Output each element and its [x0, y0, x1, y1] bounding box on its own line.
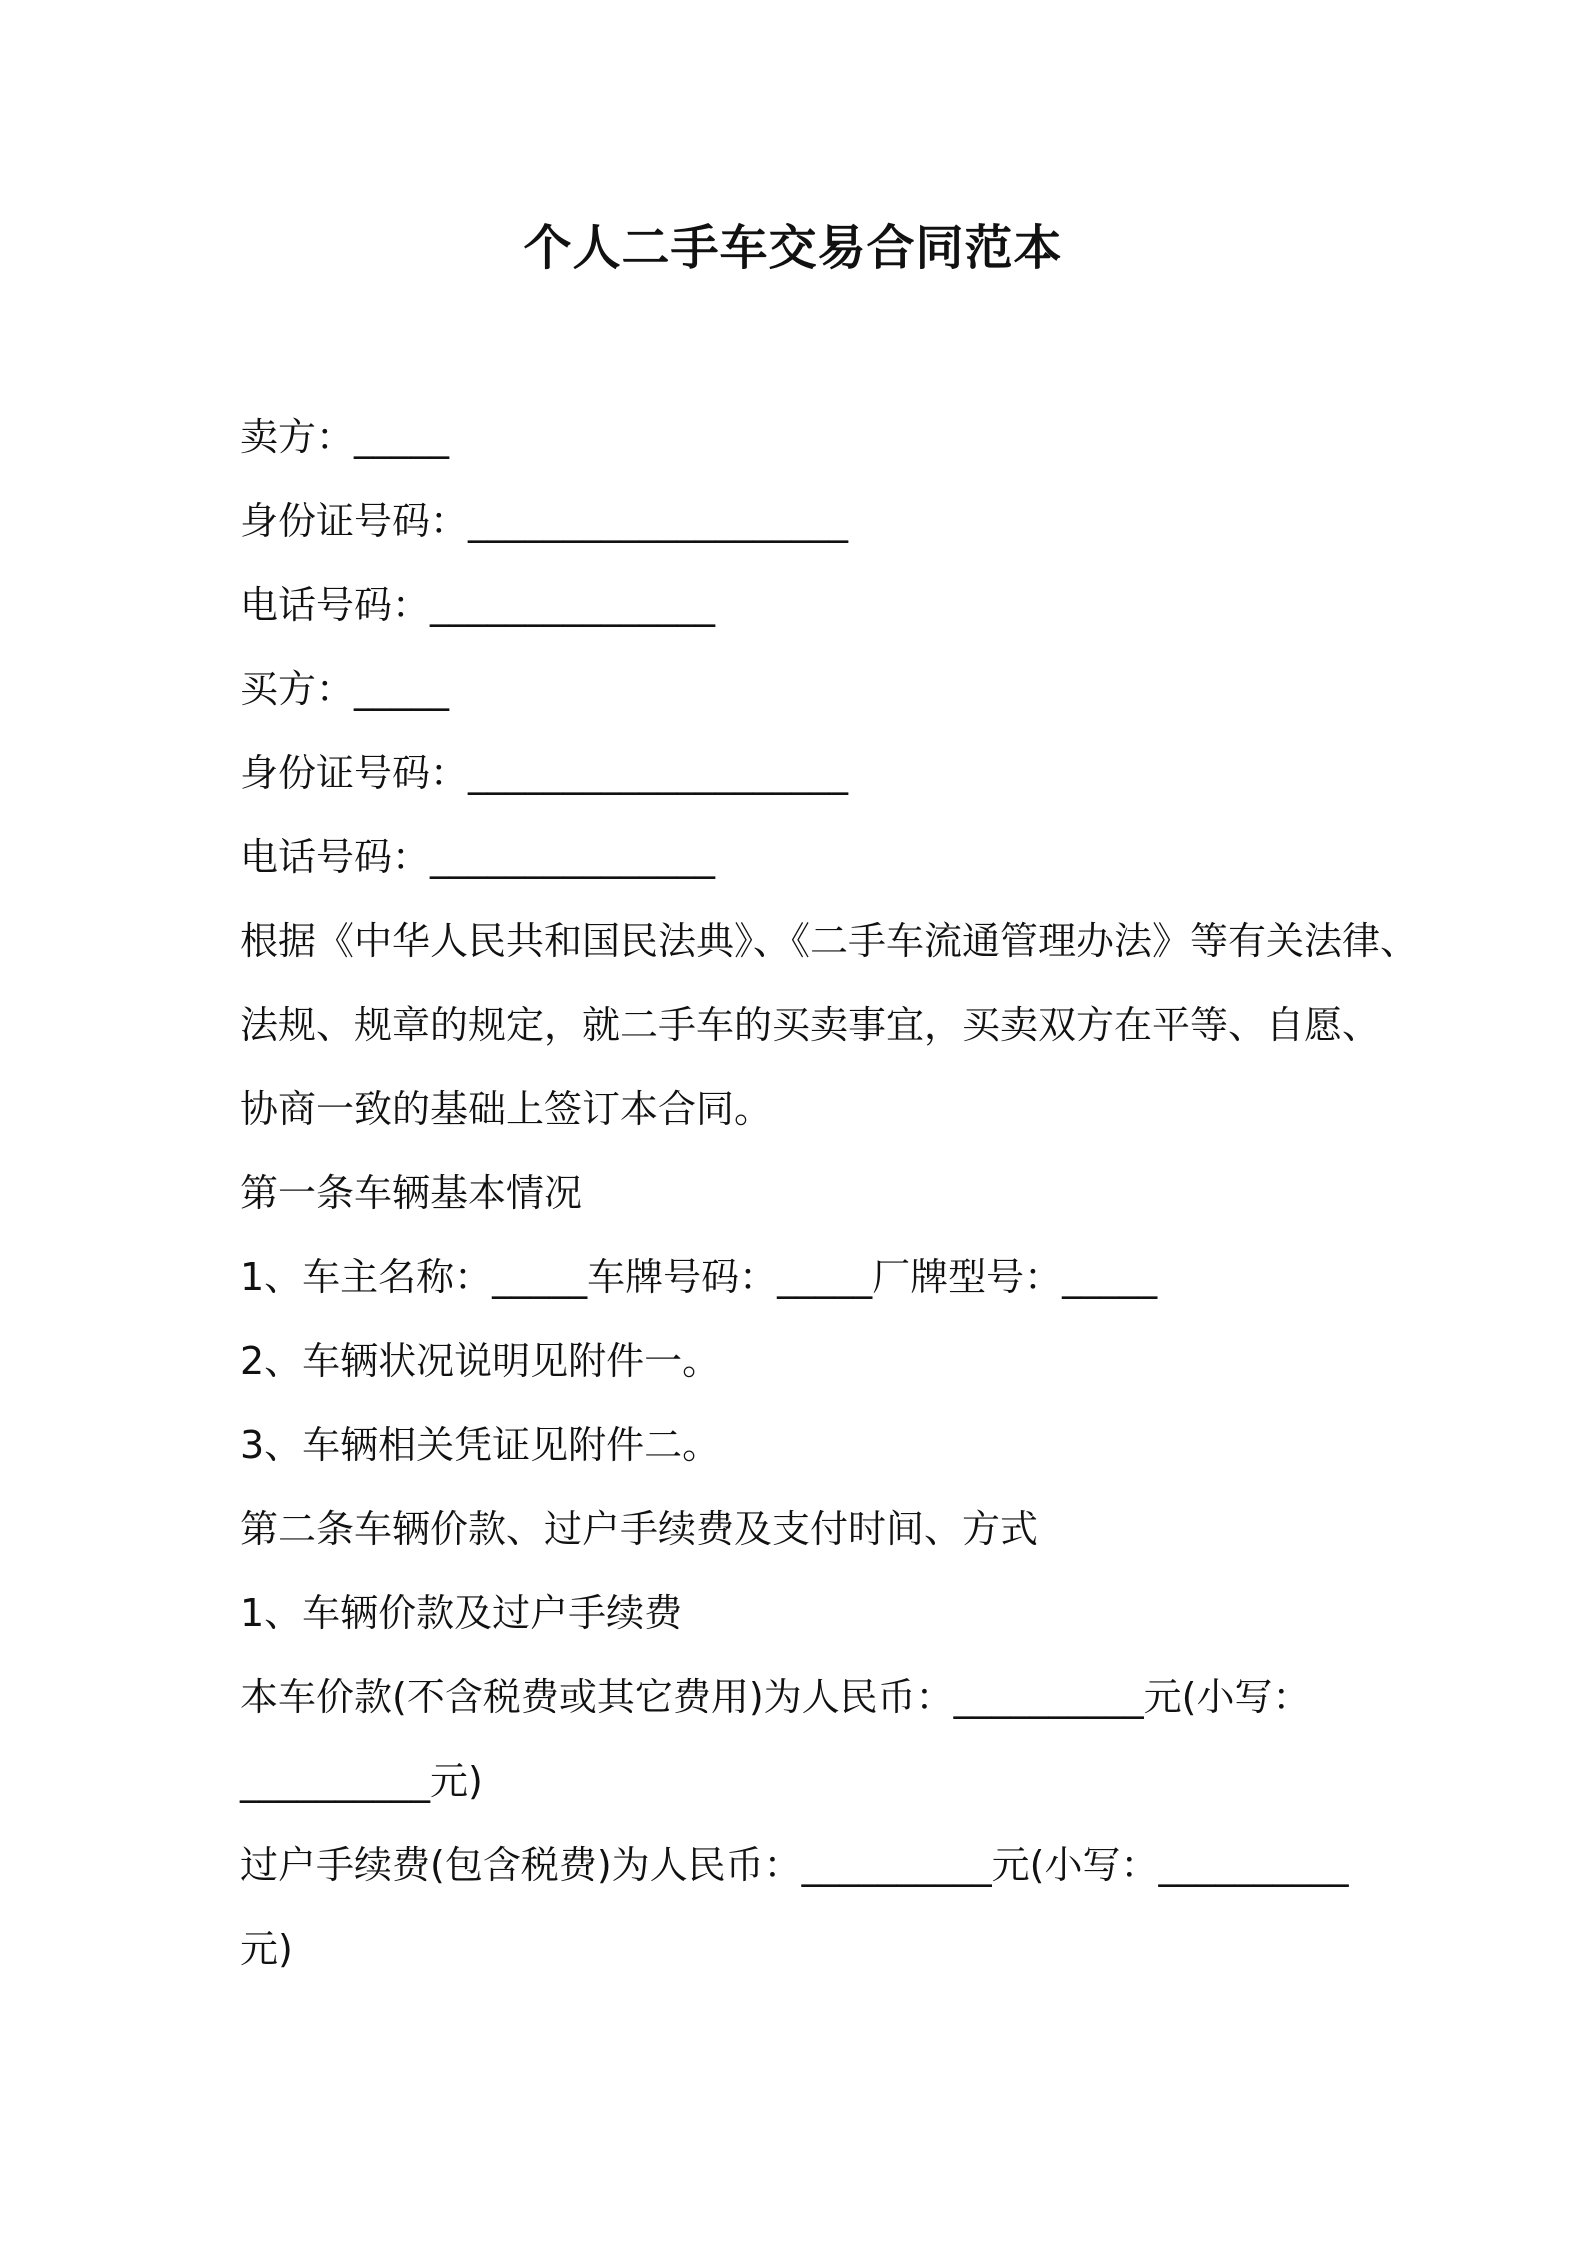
article-1-heading: 第一条车辆基本情况 — [240, 1171, 583, 1215]
preamble-line-2: 法规、规章的规定，就二手车的买卖事宜，买卖双方在平等、自愿、 — [240, 1003, 1381, 1047]
article-2-item-1-heading: 1、车辆价款及过户手续费 — [240, 1591, 683, 1635]
buyer-id-line: 身份证号码：____________________ — [240, 751, 849, 795]
document-title: 个人二手车交易合同范本 — [523, 220, 1063, 276]
transfer-fee-line-1: 过户手续费(包含税费)为人民币：__________元(小写：__________ — [240, 1843, 1349, 1887]
article-2-heading: 第二条车辆价款、过户手续费及支付时间、方式 — [240, 1507, 1039, 1551]
article-1-item-3: 3、车辆相关凭证见附件二。 — [240, 1423, 721, 1467]
transfer-fee-line-2: 元) — [240, 1927, 293, 1971]
preamble-line-1: 根据《中华人民共和国民法典》、《二手车流通管理办法》等有关法律、 — [240, 919, 1419, 963]
vehicle-price-line-1: 本车价款(不含税费或其它费用)为人民币：__________元(小写： — [240, 1675, 1311, 1719]
buyer-phone-line: 电话号码：_______________ — [240, 835, 716, 879]
seller-phone-line: 电话号码：_______________ — [240, 583, 716, 627]
buyer-name-line: 买方：_____ — [240, 667, 450, 711]
article-1-item-1: 1、车主名称：_____车牌号码：_____厂牌型号：_____ — [240, 1255, 1158, 1299]
seller-id-line: 身份证号码：____________________ — [240, 499, 849, 543]
article-1-item-2: 2、车辆状况说明见附件一。 — [240, 1339, 721, 1383]
vehicle-price-line-2: __________元) — [240, 1759, 483, 1803]
preamble-line-3: 协商一致的基础上签订本合同。 — [240, 1087, 773, 1131]
seller-name-line: 卖方：_____ — [240, 415, 450, 459]
